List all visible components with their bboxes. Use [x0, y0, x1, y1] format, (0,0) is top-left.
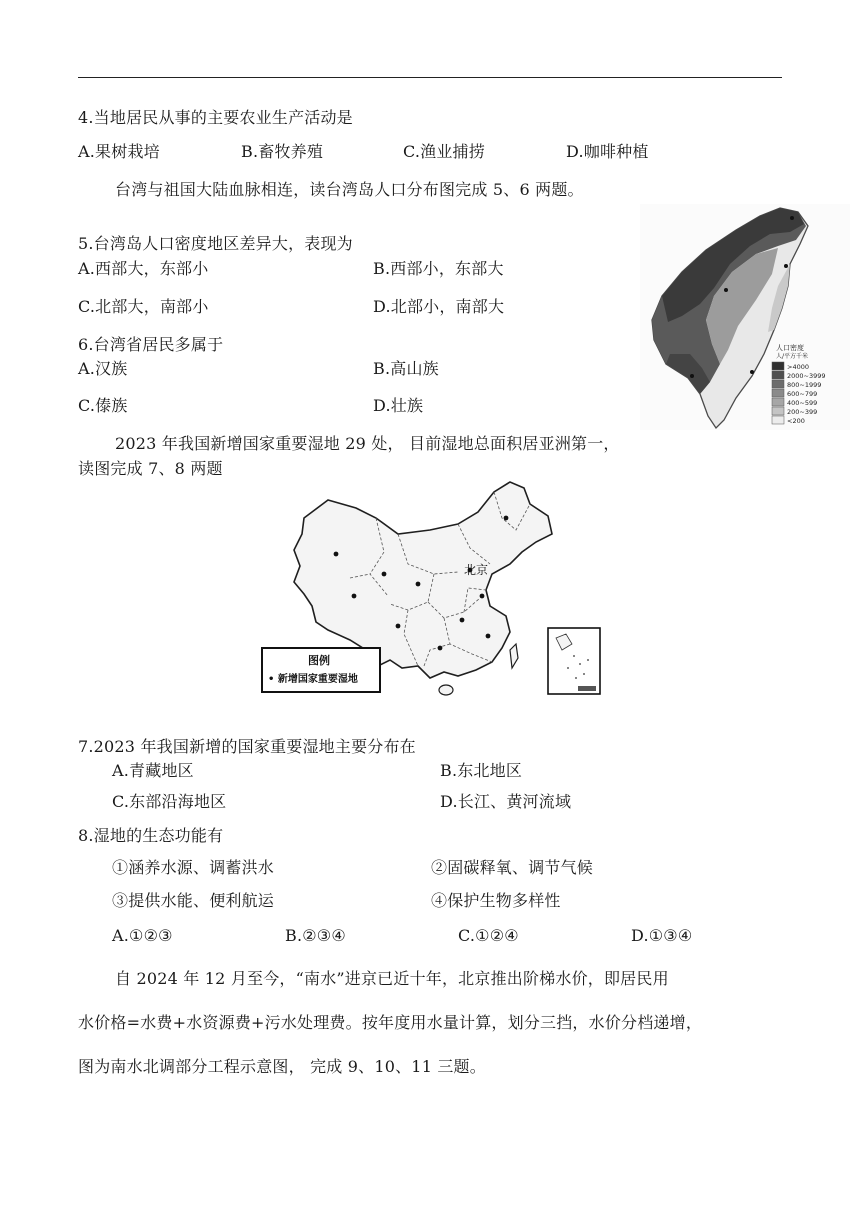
q6-option-d: D.壮族	[373, 396, 424, 415]
taiwan-legend-swatch	[772, 380, 784, 388]
taiwan-legend-swatch	[772, 407, 784, 415]
taiwan-legend-label: 800~1999	[787, 381, 822, 389]
q8-option-d: D.①③④	[631, 926, 693, 945]
taiwan-legend-swatch	[772, 398, 784, 406]
q8-item-2: ②固碳释氧、调节气候	[431, 858, 594, 877]
taiwan-legend-label: 200~399	[787, 408, 818, 416]
taiwan-legend-unit: 人/平方千米	[776, 353, 809, 360]
intro-wetland-line2: 读图完成 7、8 两题	[78, 459, 223, 478]
q6-option-a: A.汉族	[78, 359, 128, 378]
q4-option-b: B.畜牧养殖	[241, 142, 324, 161]
china-legend-title: 图例	[308, 654, 330, 667]
china-legend-item: • 新增国家重要湿地	[268, 674, 358, 685]
q6-option-b: B.高山族	[373, 359, 439, 378]
taiwan-legend-swatch	[772, 389, 784, 397]
q8-item-3: ③提供水能、便利航运	[112, 891, 275, 910]
q5-option-a: A.西部大，东部小	[78, 259, 209, 278]
china-wetland-map	[258, 478, 610, 704]
intro-water-line2: 水价格=水费+水资源费+污水处理费。按年度用水量计算，划分三挡，水价分档递增，	[78, 1013, 703, 1032]
taiwan-legend-label: 400~599	[787, 399, 818, 407]
taiwan-legend-label: >4000	[787, 363, 809, 371]
intro-water-line3: 图为南水北调部分工程示意图， 完成 9、10、11 三题。	[78, 1057, 486, 1076]
q8-item-4: ④保护生物多样性	[431, 891, 561, 910]
taiwan-legend-label: 2000~3999	[787, 372, 826, 380]
intro-taiwan: 台湾与祖国大陆血脉相连，读台湾岛人口分布图完成 5、6 两题。	[115, 180, 584, 199]
q5-stem: 5.台湾岛人口密度地区差异大，表现为	[78, 234, 353, 253]
taiwan-legend-swatch	[772, 371, 784, 379]
q7-option-d: D.长江、黄河流域	[440, 792, 572, 811]
taiwan-legend-title: 人口密度	[776, 344, 804, 352]
q8-stem: 8.湿地的生态功能有	[78, 826, 224, 845]
q7-option-b: B.东北地区	[440, 761, 523, 780]
q4-option-a: A.果树栽培	[78, 142, 160, 161]
q8-option-c: C.①②④	[458, 926, 519, 945]
header-rule	[78, 77, 782, 78]
intro-water-line1: 自 2024 年 12 月至今，“南水”进京已近十年，北京推出阶梯水价，即居民用	[115, 969, 669, 988]
taiwan-legend-swatch	[772, 362, 784, 370]
q6-stem: 6.台湾省居民多属于	[78, 335, 224, 354]
q4-stem: 4.当地居民从事的主要农业生产活动是	[78, 108, 353, 127]
taiwan-legend-swatch	[772, 416, 784, 424]
q8-option-b: B.②③④	[285, 926, 346, 945]
q7-stem: 7.2023 年我国新增的国家重要湿地主要分布在	[78, 737, 416, 756]
taiwan-legend-label: 600~799	[787, 390, 818, 398]
q8-option-a: A.①②③	[112, 926, 173, 945]
q7-option-a: A.青藏地区	[112, 761, 194, 780]
intro-wetland-line1: 2023 年我国新增国家重要湿地 29 处， 目前湿地总面积居亚洲第一，	[115, 434, 620, 453]
q5-option-c: C.北部大，南部小	[78, 297, 209, 316]
q6-option-c: C.傣族	[78, 396, 128, 415]
taiwan-legend-label: <200	[787, 417, 805, 425]
q5-option-b: B.西部小，东部大	[373, 259, 504, 278]
q4-option-c: C.渔业捕捞	[403, 142, 485, 161]
q5-option-d: D.北部小，南部大	[373, 297, 505, 316]
taiwan-population-map	[640, 204, 850, 430]
beijing-label: 北京	[464, 563, 489, 577]
q7-option-c: C.东部沿海地区	[112, 792, 227, 811]
q4-option-d: D.咖啡种植	[566, 142, 649, 161]
q8-item-1: ①涵养水源、调蓄洪水	[112, 858, 275, 877]
